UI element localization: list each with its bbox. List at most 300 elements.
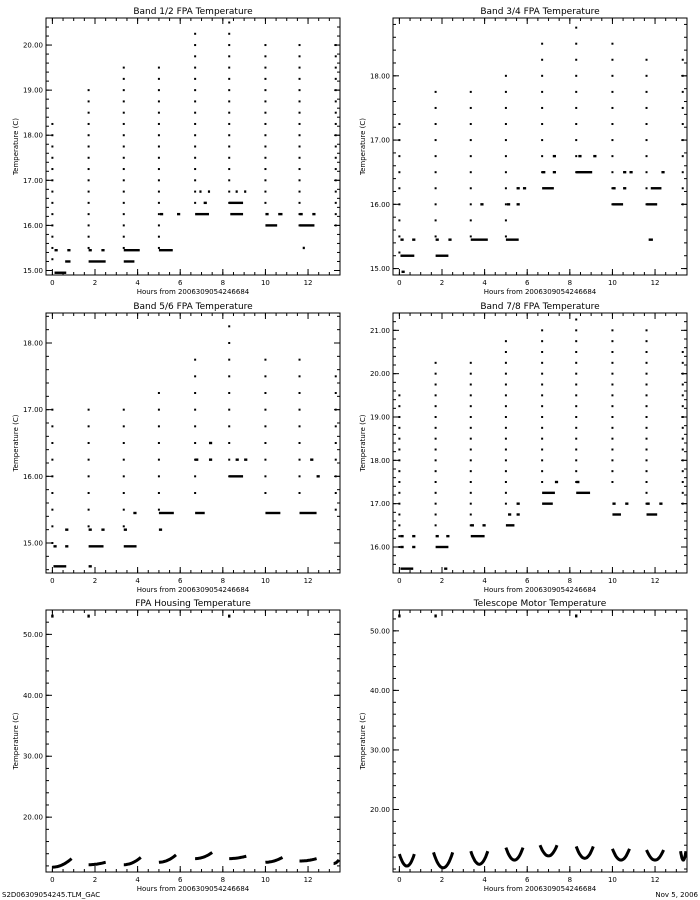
- data-burst: [228, 325, 230, 477]
- data-point: [541, 405, 543, 407]
- data-segment: [482, 524, 485, 526]
- data-point: [435, 91, 437, 93]
- data-point: [398, 219, 400, 221]
- data-point: [158, 409, 160, 411]
- data-point: [505, 470, 507, 472]
- data-point: [646, 75, 648, 77]
- data-curve: [647, 850, 664, 860]
- data-point: [470, 514, 472, 516]
- data-point: [611, 329, 613, 331]
- data-burst: [123, 409, 125, 528]
- y-tick-label: 17.00: [369, 136, 390, 145]
- y-tick-label: 18.00: [369, 456, 390, 465]
- data-point: [51, 157, 53, 159]
- data-segment: [300, 224, 315, 226]
- data-point: [435, 405, 437, 407]
- data-point: [470, 91, 472, 93]
- data-point: [335, 191, 337, 193]
- data-segment: [124, 260, 135, 262]
- data-point: [123, 202, 125, 204]
- data-segment: [647, 203, 658, 205]
- data-point: [51, 425, 53, 427]
- data-segment: [651, 187, 662, 189]
- data-segment: [593, 155, 596, 157]
- data-point: [398, 470, 400, 472]
- data-point: [88, 409, 90, 411]
- data-segment: [278, 213, 282, 215]
- data-point: [51, 236, 53, 238]
- data-point: [51, 475, 53, 477]
- data-point: [541, 107, 543, 109]
- data-point: [264, 134, 266, 136]
- data-burst: [335, 44, 337, 226]
- data-point: [264, 168, 266, 170]
- data-point: [123, 425, 125, 427]
- data-burst: [123, 67, 125, 249]
- data-point: [123, 89, 125, 91]
- data-segment: [471, 238, 488, 240]
- chart-title: FPA Housing Temperature: [135, 599, 251, 609]
- data-point: [158, 179, 160, 181]
- data-point: [228, 134, 230, 136]
- data-point: [505, 492, 507, 494]
- data-point: [682, 187, 684, 189]
- data-point: [194, 375, 196, 377]
- data-point: [299, 112, 301, 114]
- data-point: [505, 107, 507, 109]
- data-point: [470, 155, 472, 157]
- x-tick-label: 0: [397, 876, 402, 884]
- data-point: [470, 139, 472, 141]
- data-point: [682, 459, 684, 461]
- data-segment: [402, 271, 405, 273]
- data-point: [505, 394, 507, 396]
- data-point: [264, 179, 266, 181]
- data-point: [299, 157, 301, 159]
- chart-panel: [359, 599, 687, 893]
- x-tick-label: 4: [482, 876, 487, 884]
- x-tick-label: 2: [439, 279, 445, 287]
- data-segment: [508, 513, 511, 515]
- data-segment: [612, 513, 621, 515]
- data-point: [682, 107, 684, 109]
- data-curve: [124, 857, 141, 864]
- data-point: [470, 492, 472, 494]
- data-segment: [67, 249, 70, 251]
- data-segment: [412, 546, 415, 548]
- data-point: [158, 213, 160, 215]
- x-tick-label: 0: [50, 279, 55, 287]
- data-point: [398, 155, 400, 157]
- data-point: [541, 75, 543, 77]
- data-point: [158, 509, 160, 511]
- data-point: [505, 416, 507, 418]
- data-point: [435, 139, 437, 141]
- data-point: [264, 191, 266, 193]
- x-tick-label: 0: [50, 876, 55, 884]
- data-point: [682, 438, 684, 440]
- data-point: [646, 438, 648, 440]
- x-tick-label: 8: [567, 876, 573, 884]
- data-point: [335, 179, 337, 181]
- data-burst: [611, 329, 613, 483]
- data-point: [505, 139, 507, 141]
- data-segment: [480, 203, 483, 205]
- data-point: [88, 168, 90, 170]
- data-point: [611, 470, 613, 472]
- data-point: [88, 459, 90, 461]
- data-point: [541, 427, 543, 429]
- data-point: [646, 329, 648, 331]
- data-point: [88, 492, 90, 494]
- data-point: [646, 373, 648, 375]
- data-point: [646, 394, 648, 396]
- data-point: [299, 425, 301, 427]
- data-point: [123, 78, 125, 80]
- data-point: [158, 157, 160, 159]
- data-point: [228, 55, 230, 57]
- data-burst: [299, 359, 301, 494]
- data-point: [398, 481, 400, 483]
- data-point: [682, 481, 684, 483]
- data-point: [264, 100, 266, 102]
- y-tick-label: 40.00: [22, 691, 43, 700]
- data-point: [123, 236, 125, 238]
- data-point: [682, 91, 684, 93]
- data-point: [435, 438, 437, 440]
- data-point: [51, 134, 53, 136]
- y-axis-label: Temperature (C): [359, 118, 367, 175]
- y-tick-label: 20.00: [369, 805, 390, 814]
- data-segment: [204, 202, 207, 204]
- x-tick-label: 10: [607, 279, 617, 287]
- data-segment: [209, 442, 212, 444]
- x-tick-label: 6: [524, 876, 530, 884]
- data-point: [228, 123, 230, 125]
- data-point: [123, 475, 125, 477]
- data-burst: [575, 27, 577, 174]
- data-point: [398, 252, 400, 254]
- data-burst: [646, 329, 648, 504]
- data-point: [682, 373, 684, 375]
- data-curve: [399, 854, 414, 866]
- data-point: [88, 191, 90, 193]
- data-point: [398, 405, 400, 407]
- data-layer: [51, 615, 339, 868]
- data-burst: [264, 359, 266, 494]
- data-point: [88, 202, 90, 204]
- data-segment: [576, 492, 590, 494]
- data-point: [264, 157, 266, 159]
- data-point: [646, 123, 648, 125]
- data-point: [123, 509, 125, 511]
- data-point: [88, 213, 90, 215]
- data-segment: [300, 512, 317, 514]
- data-spike: [434, 614, 436, 617]
- data-segment: [124, 545, 137, 547]
- data-point: [194, 202, 196, 204]
- data-point: [470, 235, 472, 237]
- data-point: [611, 394, 613, 396]
- data-point: [88, 425, 90, 427]
- chart-panel: [359, 7, 687, 296]
- data-segment: [265, 224, 277, 226]
- data-burst: [611, 43, 613, 206]
- data-point: [398, 394, 400, 396]
- data-point: [299, 67, 301, 69]
- data-segment: [310, 458, 313, 460]
- data-segment: [436, 255, 449, 257]
- data-point: [505, 405, 507, 407]
- data-point: [470, 394, 472, 396]
- data-point: [646, 91, 648, 93]
- data-point: [194, 146, 196, 148]
- data-point: [505, 171, 507, 173]
- data-point: [123, 112, 125, 114]
- plot-frame: [46, 313, 340, 573]
- data-curve: [540, 845, 557, 856]
- x-tick-label: 6: [177, 876, 183, 884]
- data-burst: [575, 319, 577, 484]
- data-point: [435, 449, 437, 451]
- data-point: [398, 123, 400, 125]
- data-point: [505, 503, 507, 505]
- data-point: [575, 384, 577, 386]
- data-point: [194, 55, 196, 57]
- data-point: [158, 236, 160, 238]
- data-point: [470, 481, 472, 483]
- data-point: [541, 340, 543, 342]
- y-tick-label: 16.00: [22, 472, 43, 481]
- data-point: [123, 146, 125, 148]
- data-segment: [400, 255, 414, 257]
- y-tick-label: 15.00: [369, 265, 390, 274]
- x-axis-label: Hours from 2006309054246684: [483, 885, 597, 893]
- data-point: [470, 449, 472, 451]
- data-point: [611, 123, 613, 125]
- data-point: [505, 75, 507, 77]
- data-point: [88, 134, 90, 136]
- data-point: [575, 27, 577, 29]
- data-segment: [133, 512, 136, 514]
- data-spike: [87, 615, 89, 618]
- data-point: [228, 191, 230, 193]
- data-segment: [542, 171, 545, 173]
- data-point: [264, 146, 266, 148]
- data-point: [398, 438, 400, 440]
- data-point: [611, 362, 613, 364]
- data-point: [470, 427, 472, 429]
- data-point: [646, 470, 648, 472]
- data-layer: [51, 22, 336, 274]
- x-tick-label: 10: [607, 876, 617, 884]
- x-tick-label: 0: [50, 577, 55, 585]
- data-point: [435, 416, 437, 418]
- chart-panel: [12, 599, 340, 893]
- data-point: [575, 59, 577, 61]
- data-point: [470, 459, 472, 461]
- data-point: [398, 524, 400, 526]
- data-point: [575, 319, 577, 321]
- data-curve: [471, 851, 488, 864]
- data-point: [505, 219, 507, 221]
- x-tick-label: 6: [524, 577, 530, 585]
- data-point: [398, 187, 400, 189]
- data-point: [646, 416, 648, 418]
- data-point: [505, 340, 507, 342]
- data-burst: [398, 394, 400, 548]
- data-point: [575, 405, 577, 407]
- data-segment: [265, 512, 280, 514]
- data-point: [158, 112, 160, 114]
- data-point: [541, 384, 543, 386]
- data-curve: [229, 856, 246, 858]
- data-segment: [209, 458, 212, 460]
- data-point: [264, 392, 266, 394]
- data-point: [51, 525, 53, 527]
- data-curve: [576, 846, 593, 858]
- data-point: [398, 171, 400, 173]
- data-point: [264, 89, 266, 91]
- data-point: [335, 67, 337, 69]
- data-point: [611, 373, 613, 375]
- y-tick-label: 30.00: [369, 746, 390, 755]
- data-segment: [303, 247, 305, 249]
- data-segment: [124, 249, 140, 251]
- data-point: [435, 187, 437, 189]
- y-tick-label: 16.00: [22, 221, 43, 230]
- data-point: [299, 392, 301, 394]
- data-curve: [89, 862, 106, 864]
- data-burst: [51, 409, 53, 544]
- data-point: [398, 449, 400, 451]
- data-segment: [436, 535, 439, 537]
- data-segment: [553, 155, 556, 157]
- data-point: [470, 470, 472, 472]
- data-segment: [208, 190, 210, 192]
- data-point: [682, 470, 684, 472]
- data-point: [335, 157, 337, 159]
- data-point: [51, 409, 53, 411]
- data-segment: [89, 249, 92, 251]
- x-tick-label: 10: [260, 876, 270, 884]
- data-point: [435, 362, 437, 364]
- data-point: [335, 134, 337, 136]
- data-point: [88, 89, 90, 91]
- data-point: [575, 427, 577, 429]
- data-segment: [400, 535, 403, 537]
- data-point: [682, 405, 684, 407]
- data-point: [228, 168, 230, 170]
- data-point: [51, 442, 53, 444]
- data-point: [299, 168, 301, 170]
- data-point: [335, 425, 337, 427]
- data-segment: [661, 171, 664, 173]
- data-point: [158, 100, 160, 102]
- data-point: [435, 384, 437, 386]
- data-point: [611, 449, 613, 451]
- data-point: [228, 392, 230, 394]
- data-point: [228, 409, 230, 411]
- data-point: [646, 171, 648, 173]
- data-point: [646, 187, 648, 189]
- data-point: [682, 416, 684, 418]
- data-point: [51, 179, 53, 181]
- x-tick-label: 8: [567, 279, 573, 287]
- data-burst: [228, 22, 230, 204]
- data-point: [228, 100, 230, 102]
- data-point: [505, 187, 507, 189]
- data-point: [264, 55, 266, 57]
- data-spike: [398, 614, 400, 617]
- y-tick-label: 18.00: [369, 72, 390, 81]
- data-point: [194, 425, 196, 427]
- data-burst: [541, 329, 543, 483]
- data-point: [435, 373, 437, 375]
- chart-title: Band 3/4 FPA Temperature: [480, 7, 600, 17]
- data-point: [575, 416, 577, 418]
- data-point: [264, 492, 266, 494]
- data-point: [435, 203, 437, 205]
- data-point: [299, 100, 301, 102]
- data-point: [611, 416, 613, 418]
- x-tick-label: 6: [177, 279, 183, 287]
- data-point: [228, 44, 230, 46]
- y-tick-label: 30.00: [22, 752, 43, 761]
- data-point: [470, 405, 472, 407]
- data-point: [123, 247, 125, 249]
- data-point: [682, 351, 684, 353]
- data-point: [646, 107, 648, 109]
- y-tick-label: 17.00: [369, 500, 390, 509]
- chart-panel: [359, 302, 687, 594]
- data-point: [51, 123, 53, 125]
- data-burst: [194, 359, 196, 494]
- data-point: [505, 384, 507, 386]
- y-tick-label: 16.00: [369, 543, 390, 552]
- data-point: [264, 67, 266, 69]
- data-segment: [312, 213, 315, 215]
- data-point: [335, 146, 337, 148]
- data-point: [123, 191, 125, 193]
- data-burst: [398, 123, 400, 254]
- data-point: [435, 235, 437, 237]
- data-point: [51, 224, 53, 226]
- data-point: [398, 427, 400, 429]
- data-burst: [194, 33, 196, 204]
- data-point: [158, 492, 160, 494]
- data-point: [158, 67, 160, 69]
- data-segment: [55, 272, 67, 274]
- data-curve: [195, 853, 212, 859]
- x-tick-label: 8: [220, 577, 226, 585]
- data-point: [194, 409, 196, 411]
- data-point: [470, 107, 472, 109]
- data-point: [541, 43, 543, 45]
- data-point: [123, 213, 125, 215]
- data-point: [264, 475, 266, 477]
- x-tick-label: 2: [439, 876, 445, 884]
- data-segment: [195, 512, 205, 514]
- data-point: [646, 384, 648, 386]
- data-segment: [229, 202, 243, 204]
- data-point: [51, 542, 53, 544]
- chart-title: Band 1/2 FPA Temperature: [133, 7, 253, 17]
- data-segment: [195, 458, 198, 460]
- x-axis-label: Hours from 2006309054246684: [136, 885, 250, 893]
- data-segment: [517, 203, 520, 205]
- data-point: [611, 171, 613, 173]
